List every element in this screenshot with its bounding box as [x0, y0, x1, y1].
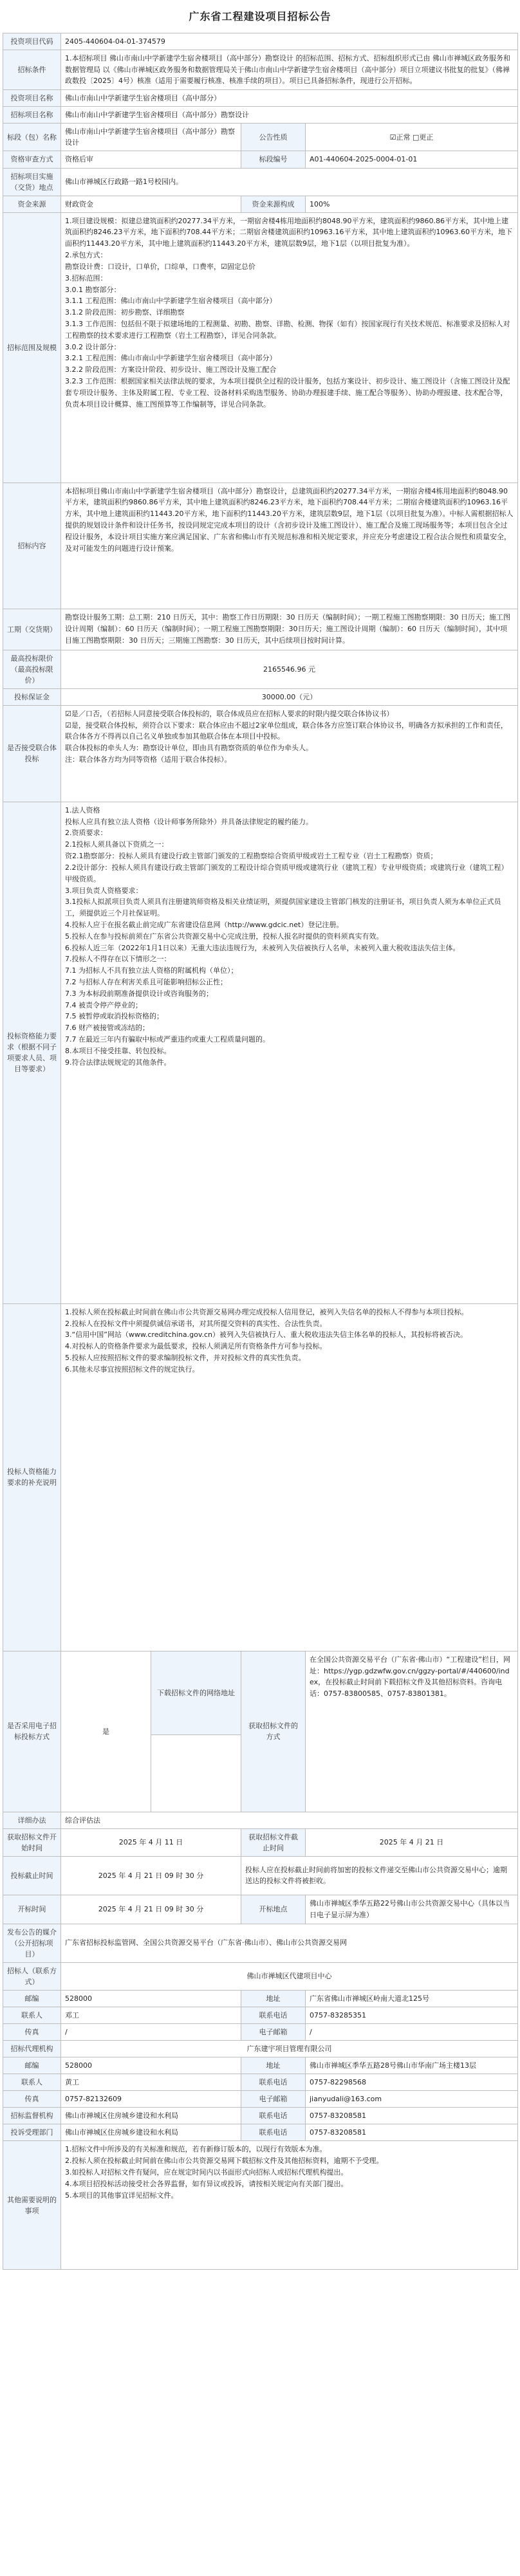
- bond-value: 30000.00（元）: [61, 688, 518, 705]
- agency-post: 528000: [61, 2057, 241, 2074]
- agency-addr-label: 地址: [241, 2057, 306, 2074]
- tenderer-email: /: [306, 2023, 518, 2040]
- get-end-value: 2025 年 4 月 21 日: [306, 1828, 518, 1856]
- complaint-name: 佛山市禅城区住房城乡建设和水利局: [61, 2124, 241, 2141]
- location-label: 招标项目实施（交货）地点: [3, 168, 61, 196]
- duration-text: 勘察设计服务工期：总工期：210 日历天，其中：勘察工作日历期限：30 日历天（编制时间）；一期工程施工图勘察期限：30 日历天；施工图设计周期（编制）：60 日历天（编制时间）；一期工程施工图勘察期限：30日历天；施工图设计周期（编制）：60 日历天（编制时间），其中项目施工图勘察期限：30 日历天；三期施工图勘察：30 日历天，其中后续项目按时间计算。: [61, 609, 518, 650]
- credit-text: 1.投标人须在投标截止时间前在佛山市公共资源交易网办理完成投标人信用登记，被列入失信名单的投标人不得参与本项目投标。 2.投标人在投标文件中须提供诚信承诺书，对其所提交资料的真实性、合法性负责。 3.“信用中国”网站（www.creditchina.gov.cn）被列入失信被执行人、重大税收违法失信主体名单的投标人，其投标将被否决。 4.对投标人的资格条件要求为最低要求，投标人须满足所有资格条件方可参与投标。 5.投标人应按照招标文件的要求编制投标文件，并对投标文件的真实性负责。 6.其他未尽事宜按照招标文件的规定执行。: [61, 1303, 518, 1651]
- location-value: 佛山市禅城区行政路一路1号校园内。: [61, 168, 518, 196]
- row-review: [3, 151, 518, 168]
- section-value: 佛山市南山中学新建学生宿舍楼项目（高中部分）勘察设计: [61, 124, 241, 151]
- tenderer-name: 佛山市禅城区代建项目中心: [61, 1962, 518, 1990]
- notice-table: [3, 33, 518, 2270]
- deadline-value: 2025 年 4 月 21 日 09 时 30 分: [61, 1856, 241, 1895]
- complaint-phone-label: 联系电话: [241, 2124, 306, 2141]
- row-price: [3, 650, 518, 688]
- row-scope: [3, 212, 518, 483]
- fund-label: 资金来源: [3, 196, 61, 212]
- deadline-label: 投标截止时间: [3, 1856, 61, 1895]
- fund-value: 财政资金: [61, 196, 241, 212]
- row-code: [3, 33, 518, 50]
- agency-email: jianyudali@163.com: [306, 2091, 518, 2108]
- bond-label: 投标保证金: [3, 688, 61, 705]
- row-media: [3, 1924, 518, 1962]
- row-consortium: [3, 705, 518, 802]
- row-get-time: [3, 1828, 518, 1856]
- price-label: 最高投标限价（最高投标限价）: [3, 650, 61, 688]
- review-label: 资格审查方式: [3, 151, 61, 168]
- section-no-label: 标段编号: [241, 151, 306, 168]
- row-qualification: [3, 802, 518, 1303]
- row-agency-fax: [3, 2091, 518, 2108]
- row-other: [3, 2141, 518, 2270]
- row-credit: [3, 1303, 518, 1651]
- scope-text: 1.项目建设规模：拟建总建筑面积约20277.34平方米，一期宿舍楼4栋用地面积约8048.90平方米，建筑面积约9860.86平方米，其中地上建筑面积约8246.23平方米，地下面积约708.44平方米；二期宿舍楼建筑面积约10963.16平方米，其中地上建筑面积约10963.60平方米，地下面积约11443.20平方米，其中地上建筑面积约11443.20平方米，建筑层数9层，地下1层（以项目批复为准）。 2.承包方式： 勘察设计费：口设计，口单价，口综单，口费率，☑固定总价 3.招标范围： 3.0.1 勘察部分： 3.1.1 工程范围：佛山市南山中学新建学生宿舍楼项目（高中部分） 3.1.2 阶段范围：初步勘察、详细勘察 3.1.3 工作范围：包括但不限于拟建场地的工程测量、初勘、勘察、详勘、检测、物探（如有）按国家现行有关技术规范、标准要求及招标人对工程勘察的技术要求进行工程勘察（岩土工程勘察），详见合同条款。 3.0.2 设计部分： 3.2.1 工程范围：佛山市南山中学新建学生宿舍楼项目（高中部分） 3.2.2 阶段范围：方案设计阶段、初步设计、施工图设计及施工配合 3.2.3 工作范围：根据国家相关法律法规的要求，为本项目提供全过程的设计服务，包括方案设计、初步设计、施工图设计（含施工图设计及配套专项设计服务、主体及附属工程、专业工程、设备材料采购选型服务、协助办理报建手续、施工配合等服务）、协助办理报建、技术配合等，负责本项目设计概算、施工图预算等工作编制等，详见合同条款。: [61, 212, 518, 483]
- tenderer-contact: 邓工: [61, 2007, 241, 2023]
- agency-post-label: 邮编: [3, 2057, 61, 2074]
- media-label: 发布公告的媒介（公开招标项目）: [3, 1924, 61, 1962]
- project-name-value: 佛山市南山中学新建学生宿舍楼项目（高中部分）勘察设计: [61, 107, 518, 124]
- row-fund: [3, 196, 518, 212]
- section-label: 标段（包）名称: [3, 124, 61, 151]
- project-name-label: 招标项目名称: [3, 107, 61, 124]
- consortium-text: ☑是／口否，（若招标人同意接受联合体投标的，联合体成员应在招标人要求的时限内提交联合体协议书） ☑是，接受联合体投标，须符合以下要求：联合体应由不超过2家单位组成，联合体各方应签订联合体协议书，明确各方拟承担的工作和责任，联合体各方不得再以自己名义单独或参加其他联合体在本项目中投标。 联合体投标的牵头人为：勘察设计单位，即由具有勘察资质的单位作为牵头人。 注：联合体各方均为同等资格（适用于联合体投标）。: [61, 705, 518, 802]
- duration-label: 工期（交货期）: [3, 609, 61, 650]
- fund-ratio-label: 资金来源构成: [241, 196, 306, 212]
- investment-name-label: 投资项目名称: [3, 90, 61, 107]
- electronic-value: 是: [61, 1651, 151, 1812]
- row-electronic: [3, 1651, 518, 1734]
- agency-phone: 0757-82298568: [306, 2074, 518, 2091]
- credit-label: 投标人资格能力要求的补充说明: [3, 1303, 61, 1651]
- row-section: [3, 124, 518, 151]
- conditions-text: 1.本招标项目 佛山市南山中学新建学生宿舍楼项目（高中部分）勘察设计 的招标范围、招标方式、招标组织形式已由 佛山市禅城区政务服务和数据管理局 以《佛山市禅城区政务服务和数据管理局关于佛山市南山中学新建学生宿舍楼项目（高中部分）项目立项建议书批复的批复》（佛禅政数投〔2025〕4号）核准（适用于需要履行核准、核准手续的项目）。项目已具备招标条件，现进行公开招标。: [61, 50, 518, 89]
- overview-label: 招标内容: [3, 483, 61, 609]
- get-start-label: 获取招标文件开始时间: [3, 1828, 61, 1856]
- row-complaint: [3, 2124, 518, 2141]
- consortium-label: 是否接受联合体投标: [3, 705, 61, 802]
- tenderer-addr: 广东省佛山市禅城区岭南大道北125号: [306, 1990, 518, 2007]
- agency-name: 广东建宇项目管理有限公司: [61, 2040, 518, 2057]
- price-value: 2165546.96 元: [61, 650, 518, 688]
- agency-contact-label: 联系人: [3, 2074, 61, 2091]
- qualification-label: 投标资格能力要求（根据不同子项要求人员、项目等要求）: [3, 802, 61, 1303]
- row-conditions: [3, 50, 518, 89]
- agency-email-label: 电子邮箱: [241, 2091, 306, 2108]
- row-investment-name: [3, 90, 518, 107]
- get-start-value: 2025 年 4 月 11 日: [61, 1828, 241, 1856]
- fund-ratio-value: 100%: [306, 196, 518, 212]
- agency-addr: 佛山市禅城区季华五路28号佛山市华南广场主楼13层: [306, 2057, 518, 2074]
- get-end-label: 获取招标文件截止时间: [241, 1828, 306, 1856]
- other-text: 1.招标文件中所涉及的有关标准和规范，若有新修订版本的，以现行有效版本为准。 2.投标人须在投标截止时间前在佛山市公共资源交易网下载招标文件及其他招标资料，逾期不予受理。 3.如投标人对招标文件有疑问，应在规定时间内以书面形式向招标人或招标代理机构提出。 4.本项目招投标活动接受社会各界监督，如有异议或投诉，请按相关规定向有关部门提出。 5.本项目的其他事宜详见招标文件。: [61, 2141, 518, 2270]
- agency-phone-label: 联系电话: [241, 2074, 306, 2091]
- row-agency: [3, 2040, 518, 2057]
- code-label: 投资项目代码: [3, 33, 61, 50]
- method-value: 综合评估法: [61, 1812, 518, 1828]
- tenderer-label: 招标人（联系方式）: [3, 1962, 61, 1990]
- row-agency-contact: [3, 2074, 518, 2091]
- row-deadline: [3, 1856, 518, 1895]
- page-title: 广东省工程建设项目招标公告: [189, 10, 331, 23]
- row-tenderer: [3, 1962, 518, 1990]
- place-label: 开标地点: [241, 1895, 306, 1924]
- row-project-name: [3, 107, 518, 124]
- tenderer-post: 528000: [61, 1990, 241, 2007]
- supervision-name: 佛山市禅城区住房城乡建设和水利局: [61, 2108, 241, 2124]
- download-label: 下载招标文件的网络地址: [151, 1651, 241, 1734]
- review-value: 资格后审: [61, 151, 241, 168]
- tenderer-fax: /: [61, 2023, 241, 2040]
- investment-name-value: 佛山市南山中学新建学生宿舍楼项目（高中部分）: [61, 90, 518, 107]
- get-text: 在全国公共资源交易平台（广东省·佛山市）“工程建设”栏目，网址：https://ygp.gdzwfw.gov.cn/ggzy-portal/#/440600/index，在投标截止时间前下载招标文件及其他招标资料。咨询电话：0757-83800585、0757-83801381。: [306, 1651, 518, 1812]
- tenderer-phone: 0757-83285351: [306, 2007, 518, 2023]
- conditions-label: 招标条件: [3, 50, 61, 89]
- agency-fax: 0757-82132609: [61, 2091, 241, 2108]
- place-value: 佛山市禅城区季华五路22号佛山市公共资源交易中心（具体以当日电子显示屏为准）: [306, 1895, 518, 1924]
- other-label: 其他需要说明的事项: [3, 2141, 61, 2270]
- download-blank: [151, 1734, 241, 1812]
- row-overview: [3, 483, 518, 609]
- tenderer-addr-label: 地址: [241, 1990, 306, 2007]
- section-no-value: A01-440604-2025-0004-01-01: [306, 151, 518, 168]
- notice-type-value: ☑正常 □更正: [306, 124, 518, 151]
- overview-text: 本招标项目佛山市南山中学新建学生宿舍楼项目（高中部分）勘察设计，总建筑面积约20277.34平方米，一期宿舍楼4栋用地面积约8048.90平方米，建筑面积约9860.86平方米，其中地上建筑面积约8246.23平方米，地下面积约708.44平方米；二期宿舍楼建筑面积约10963.16平方米，其中地上建筑面积约11443.20平方米，地下面积约11443.20平方米，建筑层数9层，地下1层（以项目批复为准）。中标人需根据招标人提供的规划设计条件和设计任务书，按设同规定完成本项目的设计（含初步设计及施工图设计）、施工配合及施工现场服务等；本项目包含全过程设计服务，本设计项目实施方案应满足国家、广东省和佛山市有关规范标准和相关规定要求，并应充分考虑建设工程合法合规性和质量安全，及对可能发生的问题进行设计预案。: [61, 483, 518, 609]
- agency-fax-label: 传真: [3, 2091, 61, 2108]
- supervision-label: 招标监督机构: [3, 2108, 61, 2124]
- agency-contact: 黄工: [61, 2074, 241, 2091]
- complaint-phone: 0757-83208581: [306, 2124, 518, 2141]
- tenderer-contact-label: 联系人: [3, 2007, 61, 2023]
- row-location: [3, 168, 518, 196]
- scope-label: 招标范围及规模: [3, 212, 61, 483]
- code-value: 2405-440604-04-01-374579: [61, 33, 518, 50]
- method-label: 详细办法: [3, 1812, 61, 1828]
- electronic-label: 是否采用电子招标投标方式: [3, 1651, 61, 1812]
- row-tenderer-addr: [3, 1990, 518, 2007]
- media-value: 广东省招标投标监管网、全国公共资源交易平台（广东省·佛山市）、佛山市公共资源交易网: [61, 1924, 518, 1962]
- complaint-label: 投诉受理部门: [3, 2124, 61, 2141]
- tenderer-post-label: 邮编: [3, 1990, 61, 2007]
- row-method: [3, 1812, 518, 1828]
- open-value: 2025 年 4 月 21 日 09 时 30 分: [61, 1895, 241, 1924]
- row-bond: [3, 688, 518, 705]
- tenderer-fax-label: 传真: [3, 2023, 61, 2040]
- supervision-phone-label: 联系电话: [241, 2108, 306, 2124]
- row-open: [3, 1895, 518, 1924]
- tenderer-phone-label: 联系电话: [241, 2007, 306, 2023]
- deadline-note: 投标人应在投标截止时间前将加密的投标文件递交至佛山市公共资源交易中心；逾期送达的投标文件将被拒收。: [241, 1856, 518, 1895]
- row-supervision: [3, 2108, 518, 2124]
- open-label: 开标时间: [3, 1895, 61, 1924]
- qualification-text: 1.法人资格 投标人应具有独立法人资格（设计师事务所除外）并具备法律规定的履约能力。 2.资质要求： 2.1投标人须具备以下资质之一： 资2.1勘察部分：投标人须具有建设行政主管部门颁发的工程勘察综合资质甲级或岩土工程专业（岩土工程勘察）资质； 2.2设计部分：投标人须具有建设行政主管部门颁发的工程设计综合资质甲级或建筑行业（建筑工程）专业甲级资质；或建筑行业（建筑工程）甲级资质。 3.项目负责人资格要求： 3.1投标人拟派项目负责人须具有注册建筑师资格及相关业绩证明，须提供国家建设主管部门核发的注册证书，项目负责人须为本单位正式员工，须提供近三个月社保证明。 4.投标人应于在报名截止前完成广东省建设信息网（http://www.gdcic.net）登记注册。 5.投标人在参与投标前须在广东省公共资源交易中心完成注册，投标人报名时提供的资料须真实有效。 6.投标人近三年（2022年1月1日以来）无重大违法违规行为，未被列入失信被执行人名单，未被列入重大税收违法失信主体。 7.投标人不得存在以下情形之一： 7.1 为招标人不具有独立法人资格的附属机构（单位）； 7.2 与招标人存在利害关系且可能影响招标公正性； 7.3 为本标段前期准备提供设计或咨询服务的； 7.4 被责令停产停业的； 7.5 被暂停或取消投标资格的； 7.6 财产被接管或冻结的； 7.7 在最近三年内有骗取中标或严重违约或重大工程质量问题的。 8.本项目不接受挂靠、转包投标。 9.符合法律法规规定的其他条件。: [61, 802, 518, 1303]
- supervision-phone: 0757-83208581: [306, 2108, 518, 2124]
- row-duration: [3, 609, 518, 650]
- tenderer-email-label: 电子邮箱: [241, 2023, 306, 2040]
- row-agency-addr: [3, 2057, 518, 2074]
- row-tenderer-fax: [3, 2023, 518, 2040]
- get-label: 获取招标文件的方式: [241, 1651, 306, 1812]
- notice-type-label: 公告性质: [241, 124, 306, 151]
- row-tenderer-contact: [3, 2007, 518, 2023]
- agency-label: 招标代理机构: [3, 2040, 61, 2057]
